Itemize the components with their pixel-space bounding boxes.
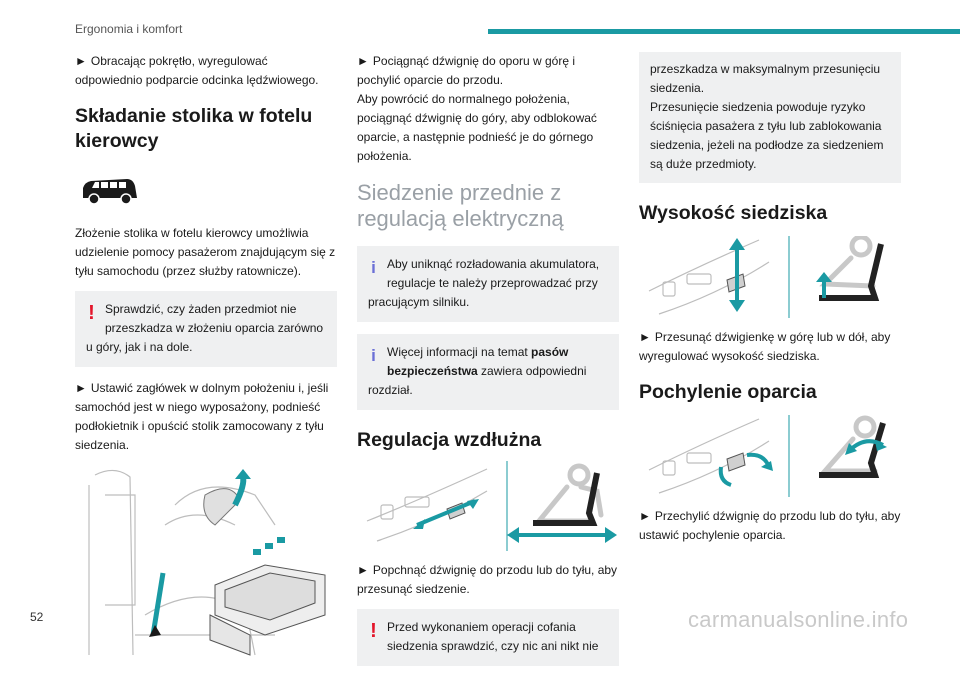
watermark: carmanualsonline.info xyxy=(688,607,909,632)
heading-electric-seat: Siedzenie przednie z regulacją elektryczną xyxy=(357,180,564,231)
bullet-arrow-icon: ► xyxy=(75,381,87,395)
header-accent-bar xyxy=(488,29,960,34)
heading-backrest-tilt: Pochylenie oparcia xyxy=(639,381,817,403)
info-note-battery: i Aby uniknąć rozładowania akumulatora, regulacje te należy przeprowadzać przy pracującym silniku. xyxy=(357,246,619,322)
column-3 xyxy=(639,52,901,555)
warning-icon: ! xyxy=(88,302,95,324)
longitudinal-illustration xyxy=(357,461,619,551)
warning-icon: ! xyxy=(370,620,377,642)
warning-note-seat-back: ! Przed wykonaniem operacji cofania siedzenia sprawdzić, czy nic ani nikt nie xyxy=(357,609,619,666)
page-number: 52 xyxy=(30,610,44,624)
column-2 xyxy=(357,52,619,678)
heading-table-fold: Składanie stolika w fotelu kierowcy xyxy=(75,105,313,152)
paragraph-tilt-step: ► Przechylić dźwignię do przodu lub do tyłu, aby ustawić pochylenie oparcia. xyxy=(639,509,901,542)
info-icon: i xyxy=(371,258,376,277)
info-note-seatbelts: i Więcej informacji na temat pasów bezpieczeństwa zawiera odpowiedni rozdział. xyxy=(357,334,619,410)
paragraph-height-step: ► Przesunąć dźwigienkę w górę lub w dół, aby wyregulować wysokość siedziska. xyxy=(639,330,891,363)
paragraph-table-fold: Złożenie stolika w fotelu kierowcy umożliwia udzielenie pomocy pasażerom znajdującym się z tyłu samochodu (przez służby ratownicze). xyxy=(75,226,336,278)
paragraph-lumbar: ► Obracając pokrętło, wyregulować odpowiednio podparcie odcinka lędźwiowego. xyxy=(75,54,319,87)
paragraph-push-lever: ► Popchnąć dźwignię do przodu lub do tyłu, aby przesunąć siedzenie. xyxy=(357,563,618,596)
heading-longitudinal: Regulacja wzdłużna xyxy=(357,429,542,451)
paragraph-headrest-step: ► Ustawić zagłówek w dolnym położeniu i, jeśli samochód jest w niego wyposażony, podnieść podłokietnik i opuścić stolik zamocowany z tyłu siedzenia. xyxy=(75,381,329,452)
paragraph-return-position: Aby powrócić do normalnego położenia, pociągnąć dźwignię do góry, aby odblokować oparcie, a następnie podnieść je do górnego położenia. xyxy=(357,92,597,163)
seat-height-illustration xyxy=(639,236,901,318)
info-icon: i xyxy=(371,346,376,365)
warning-continued: przeszkadza w maksymalnym przesunięciu siedzenia. Przesunięcie siedzenia powoduje ryzyko ściśnięcia pasażera z tyłu lub zablokowania siedzenia, jeżeli na podłodze za siedzeniem są duże przedmioty. xyxy=(639,52,901,183)
column-1 xyxy=(75,52,337,665)
heading-seat-height: Wysokość siedziska xyxy=(639,202,828,224)
bullet-arrow-icon: ► xyxy=(357,54,369,68)
paragraph-pull-lever: ► Pociągnąć dźwignię do oporu w górę i pochylić oparcie do przodu. xyxy=(357,54,576,87)
bullet-arrow-icon: ► xyxy=(357,563,369,577)
van-icon xyxy=(81,176,337,206)
seat-fold-illustration xyxy=(75,465,337,665)
backrest-tilt-illustration xyxy=(639,415,901,497)
warning-note: ! Sprawdzić, czy żaden przedmiot nie przeszkadza w złożeniu oparcia zarówno u góry, jak i na dole. xyxy=(75,291,337,367)
bullet-arrow-icon: ► xyxy=(639,330,651,344)
bullet-arrow-icon: ► xyxy=(639,509,651,523)
bullet-arrow-icon: ► xyxy=(75,54,87,68)
section-title: Ergonomia i komfort xyxy=(75,22,183,36)
